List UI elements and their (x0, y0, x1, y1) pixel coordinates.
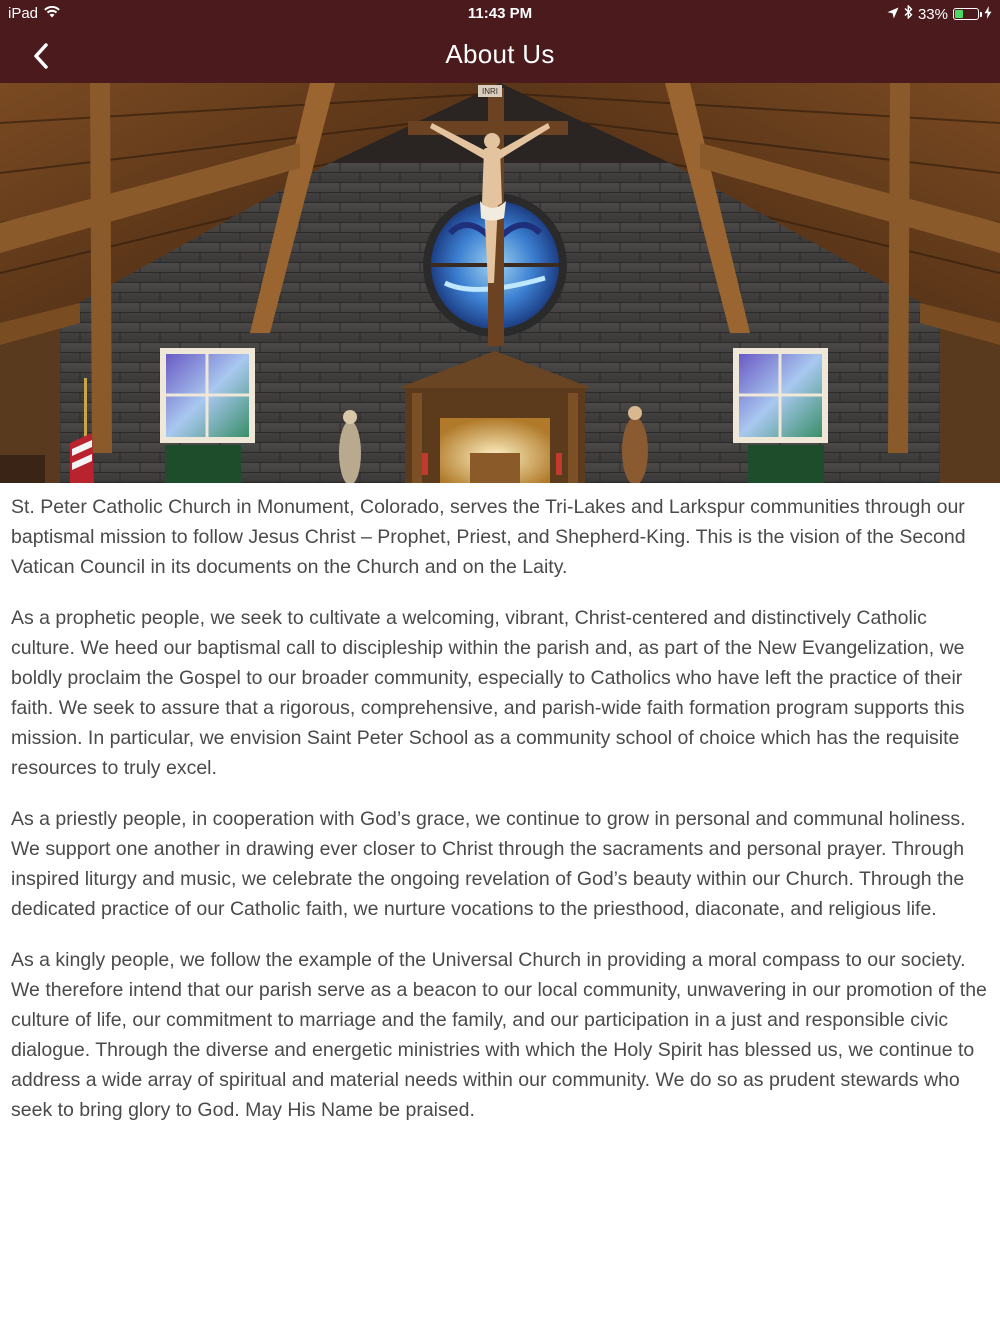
hero-image (0, 83, 1000, 483)
page-title: About Us (445, 39, 555, 69)
paragraph-kingly: As a kingly people, we follow the example of the Universal Church in providing a moral compass to our society. We therefore intend that our parish serve as a beacon to our local community, unwavering in our promotion of the culture of life, our commitment to marriage and the family, and our participation in a just and responsible civic dialogue. Through the diverse and energetic ministries with which the Holy Spirit has blessed us, we continue to address a wide array of spiritual and material needs within our community. We do so as prudent stewards who seek to bring glory to God. May His Name be praised. (11, 949, 987, 1121)
location-icon (887, 6, 899, 23)
battery-icon (953, 8, 979, 20)
about-content (11, 492, 993, 1146)
battery-fill (955, 10, 963, 18)
status-right (887, 5, 992, 23)
paragraph-prophetic: As a prophetic people, we seek to cultivate a welcoming, vibrant, Christ-centered and distinctively Catholic culture. We heed our baptismal call to discipleship within the parish and, as part of the New Evangelization, we boldly proclaim the Gospel to our broader community, especially to Catholics who have left the practice of their faith. We seek to assure that a rigorous, comprehensive, and parish-wide faith formation program supports this mission. In particular, we envision Saint Peter School as a community school of choice which has the requisite resources to truly excel. (11, 607, 965, 779)
battery-percent: 33% (917, 5, 948, 23)
paragraph-mission: St. Peter Catholic Church in Monument, Colorado, serves the Tri-Lakes and Larkspur communities through our baptismal mission to follow Jesus Christ – Prophet, Priest, and Shepherd-King. This is the vision of the Second Vatican Council in its documents on the Church and on the Laity. (11, 496, 966, 578)
paragraph-priestly: As a priestly people, in cooperation with God’s grace, we continue to grow in personal and communal holiness. We support one another in drawing ever closer to Christ through the sacraments and personal prayer. Through inspired liturgy and music, we celebrate the ongoing revelation of God’s beauty within our Church. Through the dedicated practice of our Catholic faith, we nurture vocations to the priesthood, diaconate, and religious life. (11, 808, 966, 920)
status-bar (0, 0, 1000, 28)
status-time: 11:43 PM (467, 5, 533, 22)
nav-bar (0, 28, 1000, 83)
bluetooth-icon (904, 5, 913, 23)
device-label: iPad (8, 5, 39, 22)
inri-sign: INRI (482, 87, 498, 96)
charging-icon (984, 6, 992, 23)
